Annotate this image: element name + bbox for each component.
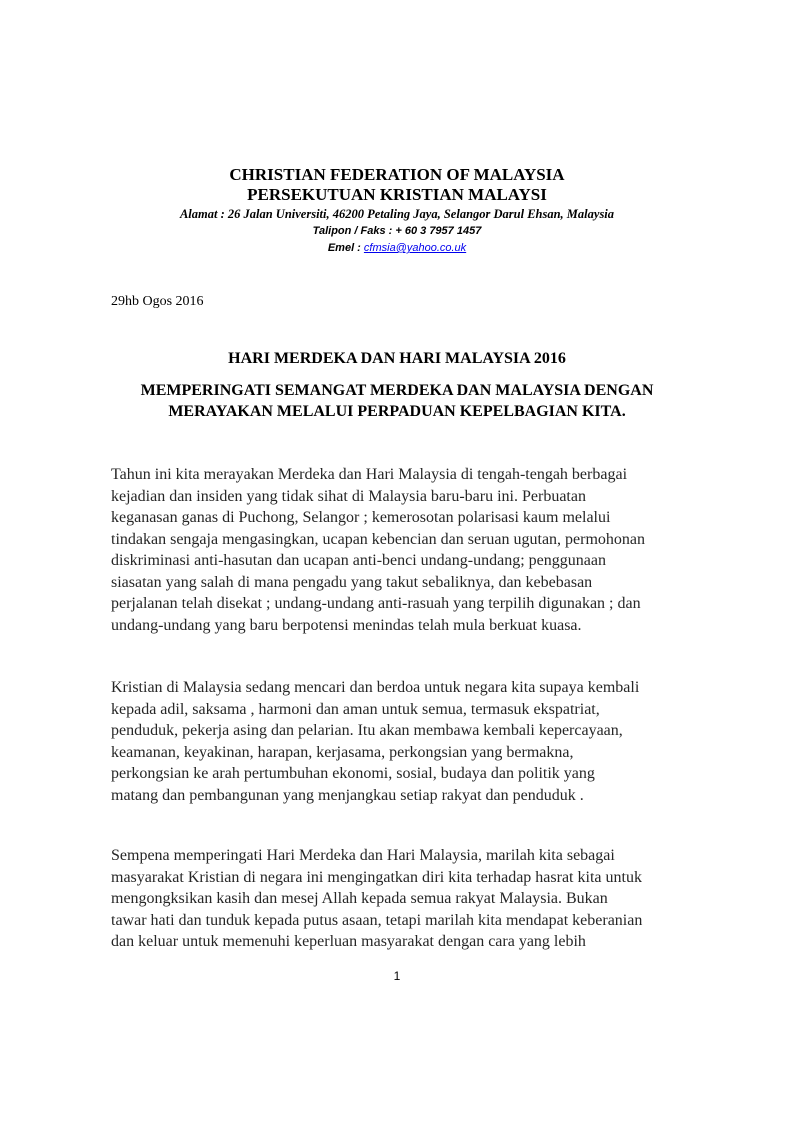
paragraph-line: matang dan pembangunan yang menjangkau setiap rakyat dan penduduk . — [111, 786, 584, 804]
page-number: 1 — [393, 969, 401, 983]
organization-name-malay: PERSEKUTUAN KRISTIAN MALAYSI — [247, 185, 547, 204]
paragraph-line: mengongksikan kasih dan mesej Allah kepada semua rakyat Malaysia. Bukan — [111, 890, 608, 907]
email-line — [0, 240, 794, 257]
paragraph-line: diskriminasi anti-hasutan dan ucapan anti-benci undang-undang; penggunaan — [111, 552, 606, 569]
address-line: Alamat : 26 Jalan Universiti, 46200 Petaling Jaya, Selangor Darul Ehsan, Malaysia — [179, 207, 615, 221]
paragraph-line: tawar hati dan tunduk kepada putus asaan, tetapi marilah kita mendapat keberanian — [111, 911, 643, 929]
phone-fax-line: Talipon / Faks : + 60 3 7957 1457 — [312, 225, 482, 237]
paragraph-line: kepada adil, saksama , harmoni dan aman untuk semua, termasuk ekspatriat, — [111, 700, 600, 718]
paragraph-line: masyarakat Kristian di negara ini mengingatkan diri kita terhadap hasrat kita untuk — [111, 868, 642, 886]
document-subtitle — [90, 380, 704, 422]
paragraph-2 — [111, 677, 691, 806]
paragraph-line: dan keluar untuk memenuhi keperluan masyarakat dengan cara yang lebih — [111, 933, 586, 950]
paragraph-line: perjalanan telah disekat ; undang-undang anti-rasuah yang terpilih digunakan ; dan — [111, 595, 641, 612]
paragraph-line: Tahun ini kita merayakan Merdeka dan Hari Malaysia di tengah-tengah berbagai — [111, 466, 628, 483]
paragraph-line: tindakan sengaja mengasingkan, ucapan kebencian dan seruan ugutan, permohonan — [111, 530, 646, 548]
paragraph-line: kejadian dan insiden yang tidak sihat di Malaysia baru-baru ini. Perbuatan — [111, 487, 586, 505]
letter-date: 29hb Ogos 2016 — [111, 294, 204, 309]
paragraph-line: perkongsian ke arah pertumbuhan ekonomi, sosial, budaya dan politik yang — [111, 765, 595, 782]
email-link[interactable]: cfmsia@yahoo.co.uk — [363, 242, 467, 254]
document-title: HARI MERDEKA DAN HARI MALAYSIA 2016 — [228, 350, 566, 367]
subtitle-line: MEMPERINGATI SEMANGAT MERDEKA DAN MALAYSIA DENGAN — [140, 382, 654, 399]
paragraph-line: siasatan yang salah di mana pengadu yang takut sebaliknya, dan kebebasan — [111, 573, 593, 591]
paragraph-3 — [111, 845, 691, 953]
paragraph-line: penduduk, pekerja asing dan pelarian. Itu akan membawa kembali kepercayaan, — [111, 722, 623, 739]
organization-name-english: CHRISTIAN FEDERATION OF MALAYSIA — [229, 165, 565, 184]
letterhead — [0, 165, 794, 257]
paragraph-line: keganasan ganas di Puchong, Selangor ; kemerosotan polarisasi kaum melalui — [111, 509, 611, 526]
paragraph-line: keamanan, keyakinan, harapan, kerjasama, perkongsian yang bermakna, — [111, 743, 574, 761]
paragraph-1 — [111, 464, 691, 636]
paragraph-line: undang-undang yang baru berpotensi menindas telah mula berkuat kuasa. — [111, 616, 582, 634]
paragraph-line: Sempena memperingati Hari Merdeka dan Hari Malaysia, marilah kita sebagai — [111, 847, 615, 864]
email-label: Emel : — [327, 242, 364, 254]
paragraph-line: Kristian di Malaysia sedang mencari dan berdoa untuk negara kita supaya kembali — [111, 679, 640, 696]
subtitle-line: MERAYAKAN MELALUI PERPADUAN KEPELBAGIAN KITA. — [168, 403, 626, 420]
